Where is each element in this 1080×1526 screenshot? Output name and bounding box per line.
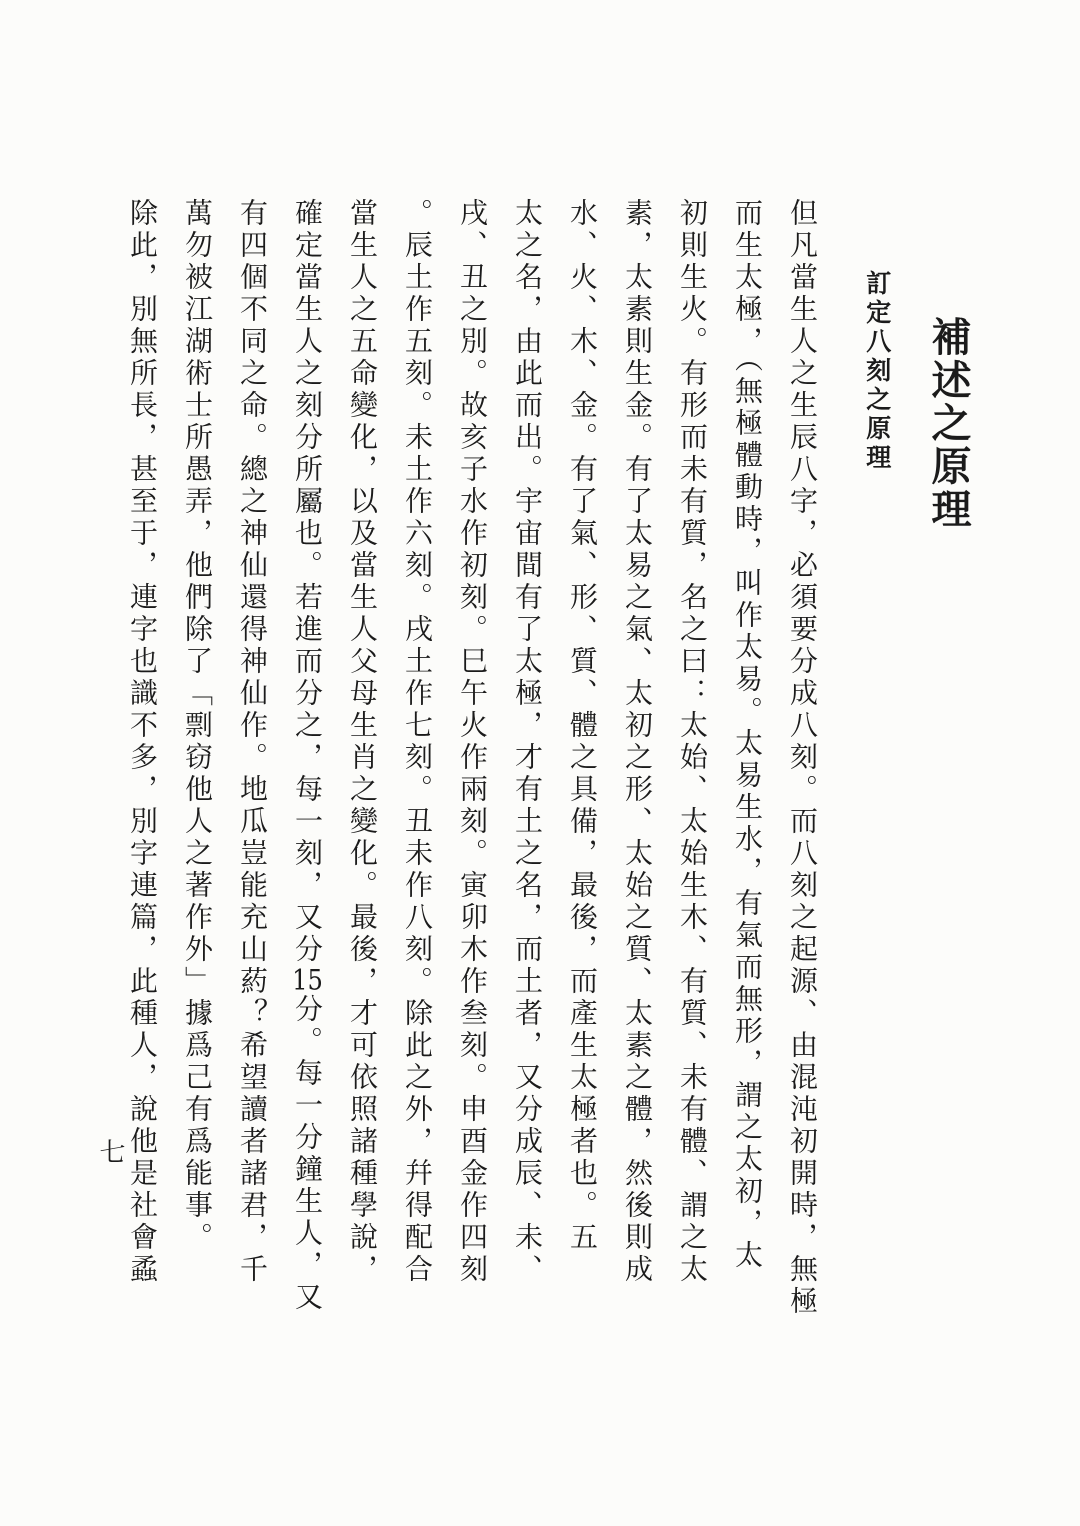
text-column-13: 除此，別無所長，甚至于，連字也識不多，別字連篇，此種人，說他是社會蟊: [126, 198, 159, 1286]
text-column-3: 初則生火。有形而未有質，名之曰：太始、太始生木、有質、未有體、謂之太: [676, 198, 709, 1286]
text-column-6: 太之名，由此而出。宇宙間有了太極，才有土之名，而土者，又分成辰、未、: [511, 198, 544, 1286]
text-column-2: 而生太極，（無極體動時，叫作太易。太易生水，有氣而無形，謂之太初，太: [731, 198, 764, 1272]
page-number: 七: [95, 1138, 125, 1164]
text-column-1: 但凡當生人之生辰八字，必須要分成八刻。而八刻之起源、由混沌初開時，無極: [786, 198, 819, 1318]
text-column-7: 戌、丑之別。故亥子水作初刻。巳午火作兩刻。寅卯木作叁刻。申酉金作四刻: [456, 198, 489, 1286]
text-column-11: 有四個不同之命。總之神仙還得神仙作。地瓜豈能充山葯？希望讀者諸君，千: [236, 198, 269, 1286]
text-column-10: 確定當生人之刻分所屬也。若進而分之，每一刻，又分15分。每一分鐘生人，又: [291, 198, 324, 1314]
text-column-9: 當生人之五命變化，以及當生人父母生肖之變化。最後，才可依照諸種學說，: [346, 198, 379, 1286]
text-column-4: 素，太素則生金。有了太易之氣、太初之形、太始之質、太素之體，然後則成: [621, 198, 654, 1286]
page-title: 補述之原理: [925, 316, 972, 531]
text-column-12: 萬勿被江湖術士所愚弄，他們除了「剽窃他人之著作外」據爲己有爲能事。: [181, 198, 214, 1254]
text-column-5: 水、火、木、金。有了氣、形、質、體之具備，最後，而產生太極者也。五: [566, 198, 599, 1254]
section-heading: 訂定八刻之原理: [862, 270, 892, 473]
text-column-8: 。辰土作五刻。未土作六刻。戌土作七刻。丑未作八刻。除此之外，幷得配合: [401, 198, 434, 1286]
body-text: [115, 198, 830, 1526]
